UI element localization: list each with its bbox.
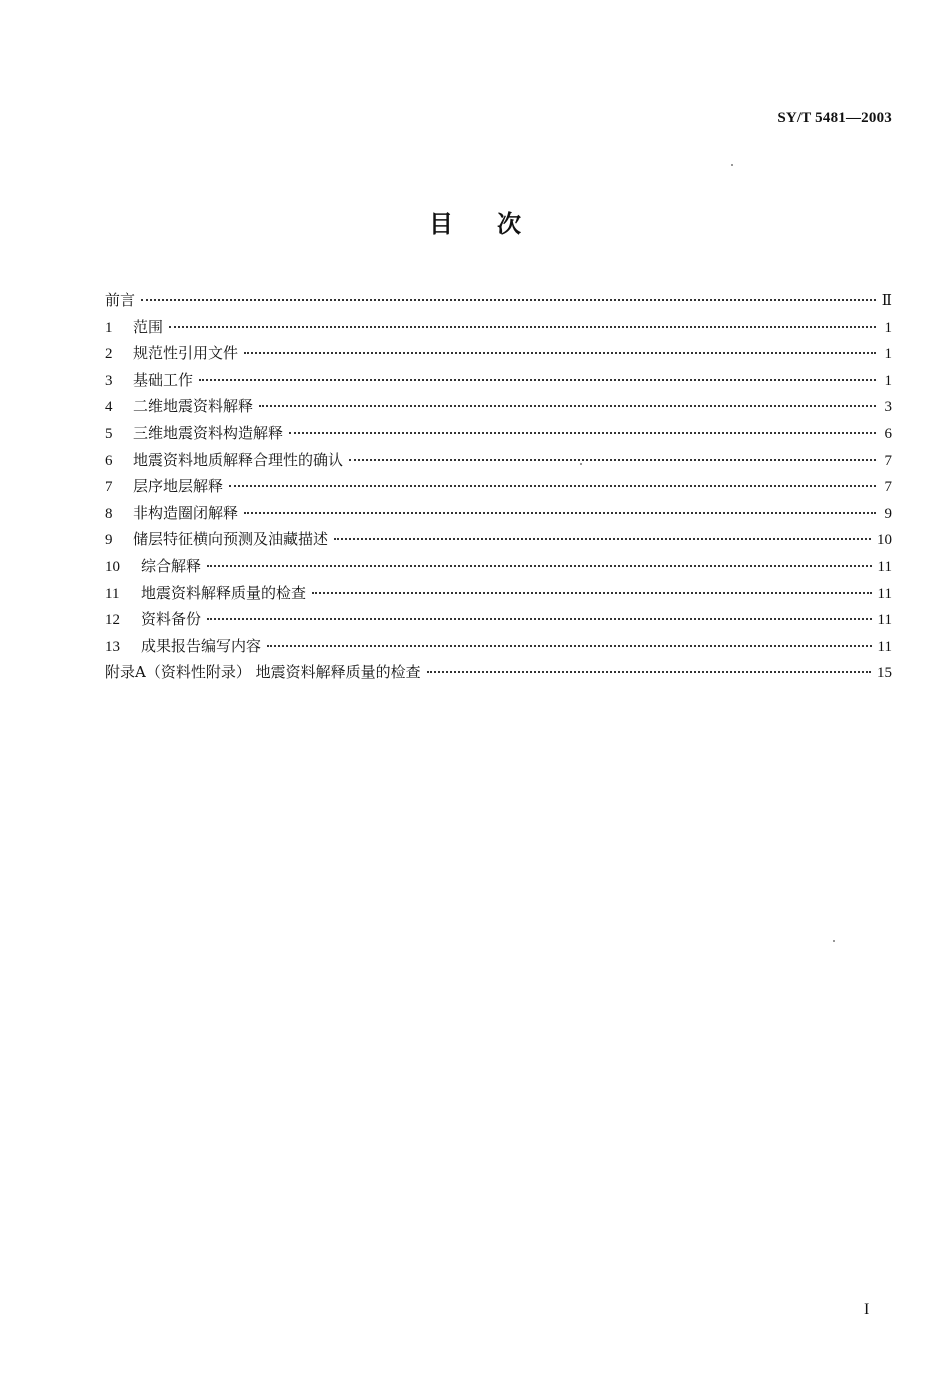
dot-leader (349, 459, 876, 461)
dot-leader (427, 671, 871, 673)
toc-entry[interactable] (105, 420, 892, 447)
scan-speck (731, 164, 733, 166)
toc-entry-label: 综合解释 (141, 556, 202, 575)
toc-entry[interactable] (105, 606, 892, 633)
toc-entry-label: 地震资料地质解释合理性的确认 (133, 450, 344, 469)
toc-entry-label: 地震资料解释质量的检查 (141, 583, 307, 602)
dot-leader (199, 379, 876, 381)
scan-speck (833, 940, 835, 942)
toc-entry-page: 11 (877, 638, 892, 655)
toc-entry-number: 10 (105, 558, 120, 575)
toc-entry-label: 二维地震资料解释 (133, 397, 254, 416)
dot-leader (169, 326, 876, 328)
toc-entry-page: 1 (884, 372, 892, 389)
toc-entry-number: 12 (105, 612, 120, 629)
dot-leader (267, 645, 872, 647)
toc-entry[interactable] (105, 447, 892, 474)
toc-entry-number: 3 (105, 372, 113, 389)
standard-code: SY/T 5481—2003 (777, 110, 892, 126)
toc-entry-page: 7 (884, 479, 892, 496)
toc-entry-number: 4 (105, 399, 113, 416)
toc-entry[interactable] (105, 659, 892, 686)
toc-entry-page: 1 (884, 319, 892, 336)
toc-entry-page: 7 (884, 452, 892, 469)
toc-entry[interactable] (105, 580, 892, 607)
toc-entry-label: 范围 (133, 317, 164, 336)
toc-entry-page: 11 (877, 558, 892, 575)
toc-entry-label: 非构造圈闭解释 (133, 503, 239, 522)
toc-entry-label: 前言 (105, 291, 136, 309)
toc-entry-page: 11 (877, 585, 892, 602)
toc-entry-label: 附录A（资料性附录） 地震资料解释质量的检查 (105, 663, 421, 682)
dot-leader (289, 432, 876, 434)
toc-entry[interactable] (105, 553, 892, 580)
page-number: I (864, 1301, 870, 1318)
toc-entry[interactable] (105, 633, 892, 660)
dot-leader (207, 565, 872, 567)
toc-entry[interactable] (105, 473, 892, 500)
dot-leader (207, 618, 872, 620)
toc-entry-number: 2 (105, 346, 113, 363)
toc-entry-number: 9 (105, 532, 113, 549)
toc-entry-number: 13 (105, 638, 120, 655)
toc-entry-number: 6 (105, 452, 113, 469)
toc-entry-page: 11 (877, 612, 892, 629)
toc-entry-number: 5 (105, 425, 113, 442)
dot-leader (244, 352, 876, 354)
toc-entry[interactable] (105, 287, 892, 314)
toc-entry-number: 11 (105, 585, 120, 602)
toc-entry[interactable] (105, 500, 892, 527)
dot-leader (141, 299, 876, 301)
toc-entry-page: Ⅱ (881, 293, 892, 309)
toc-entry-label: 成果报告编写内容 (141, 636, 262, 655)
toc-entry-label: 三维地震资料构造解释 (133, 423, 284, 442)
toc-entry-page: 6 (884, 425, 892, 442)
toc-entry[interactable] (105, 314, 892, 341)
toc-entry[interactable] (105, 526, 892, 553)
dot-leader (334, 538, 871, 540)
toc-entry-label: 规范性引用文件 (133, 344, 239, 363)
toc-entry-page: 10 (877, 532, 892, 549)
toc-entry-label: 储层特征横向预测及油藏描述 (133, 530, 329, 549)
toc-entry-page: 9 (884, 505, 892, 522)
toc-entry-label: 层序地层解释 (133, 477, 224, 496)
toc-entry-label: 资料备份 (141, 610, 202, 629)
dot-leader (229, 485, 876, 487)
toc-entry-page: 1 (884, 346, 892, 363)
table-of-contents (105, 287, 892, 686)
toc-entry-number: 7 (105, 479, 113, 496)
toc-entry-page: 15 (877, 665, 892, 682)
toc-entry[interactable] (105, 340, 892, 367)
dot-leader (244, 512, 876, 514)
dot-leader (312, 592, 872, 594)
scan-speck (580, 463, 582, 465)
page-title: 目次 (429, 210, 565, 238)
toc-entry-number: 1 (105, 319, 113, 336)
dot-leader (259, 405, 876, 407)
toc-entry[interactable] (105, 367, 892, 394)
toc-entry[interactable] (105, 393, 892, 420)
toc-entry-page: 3 (884, 399, 892, 416)
toc-entry-number: 8 (105, 505, 113, 522)
toc-entry-label: 基础工作 (133, 370, 194, 389)
